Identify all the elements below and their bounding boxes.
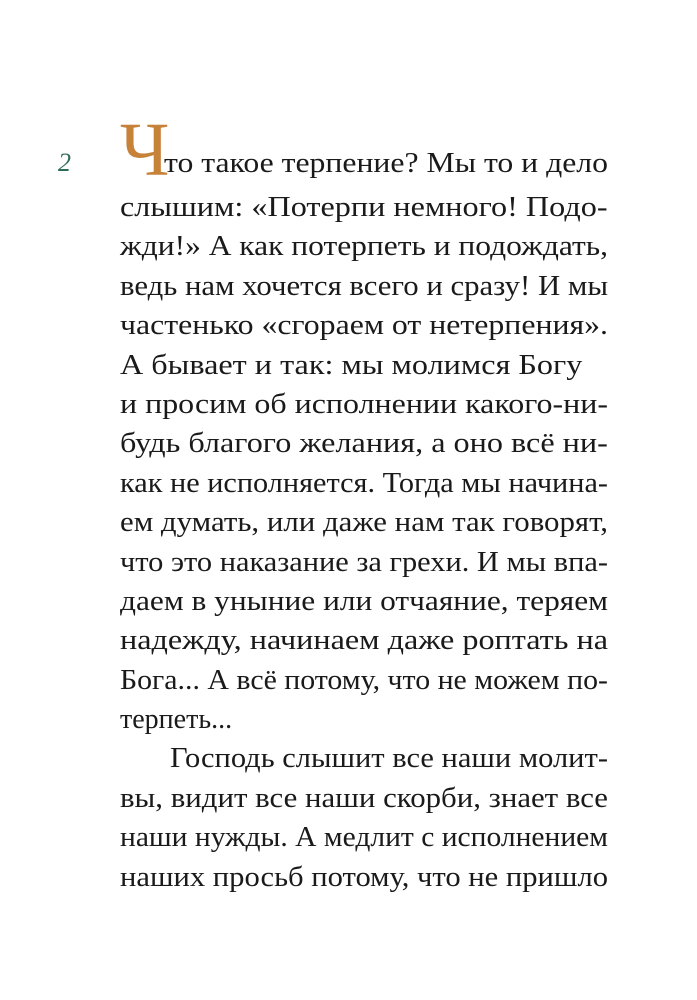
text-line — [164, 144, 608, 183]
text-line-content: А бывает и так: мы молимся Богу — [120, 349, 583, 381]
text-line-content: ем думать, или даже нам так говорят, — [120, 507, 608, 539]
text-line — [120, 424, 608, 463]
text-line-content: ведь нам хочется всего и сразу! И мы — [120, 270, 609, 302]
text-line-content: Бога... А всё потому, что не можем по- — [120, 664, 608, 696]
text-line — [120, 346, 608, 385]
text-line-content: даем в уныние или отчаяние, теряем — [120, 585, 609, 617]
text-line-content: наших просьб потому, что не пришло — [120, 861, 609, 893]
text-line-content: что это наказание за грехи. И мы впа- — [120, 546, 608, 578]
text-line — [120, 818, 608, 857]
text-line-content: вы, видит все наши скорби, знает все — [120, 782, 609, 814]
first-line — [120, 108, 608, 192]
text-line-content: жди!» А как потерпеть и подождать, — [120, 231, 608, 263]
text-line-content: то такое терпение? Мы то и дело — [164, 148, 608, 179]
text-line-content: надежду, начинаем даже роптать на — [120, 625, 608, 657]
text-line-content: частенько «сгораем от нетерпения». — [120, 310, 608, 342]
text-line — [120, 306, 608, 345]
text-line — [120, 661, 608, 700]
paragraph-2 — [120, 739, 608, 897]
text-line — [120, 621, 608, 660]
drop-cap: Ч — [120, 108, 170, 192]
text-line-content: терпеть... — [120, 704, 233, 736]
text-line-content: будь благого желания, а оно всё ни- — [120, 428, 608, 460]
text-line — [120, 582, 608, 621]
text-line — [120, 267, 608, 306]
text-line-content: слышим: «Потерпи немного! Подо- — [120, 192, 608, 223]
text-line-content: как не исполняется. Тогда мы начина- — [120, 467, 609, 499]
text-line — [120, 739, 608, 778]
text-line-content: наши нужды. А медлит с исполнением — [120, 822, 608, 854]
body-text — [120, 108, 609, 897]
paragraph-1 — [120, 188, 608, 739]
text-line — [120, 464, 608, 503]
text-line-content: Господь слышит все наши молит- — [170, 743, 608, 775]
text-line — [120, 385, 608, 424]
text-line-content: и просим об исполнении какого-ни- — [120, 388, 608, 420]
page-number: 2 — [58, 148, 71, 177]
text-line — [120, 858, 608, 897]
text-line — [120, 188, 608, 227]
text-line — [120, 779, 608, 818]
text-line — [120, 543, 608, 582]
text-line — [120, 227, 608, 266]
text-line — [120, 503, 608, 542]
text-line — [120, 700, 608, 739]
